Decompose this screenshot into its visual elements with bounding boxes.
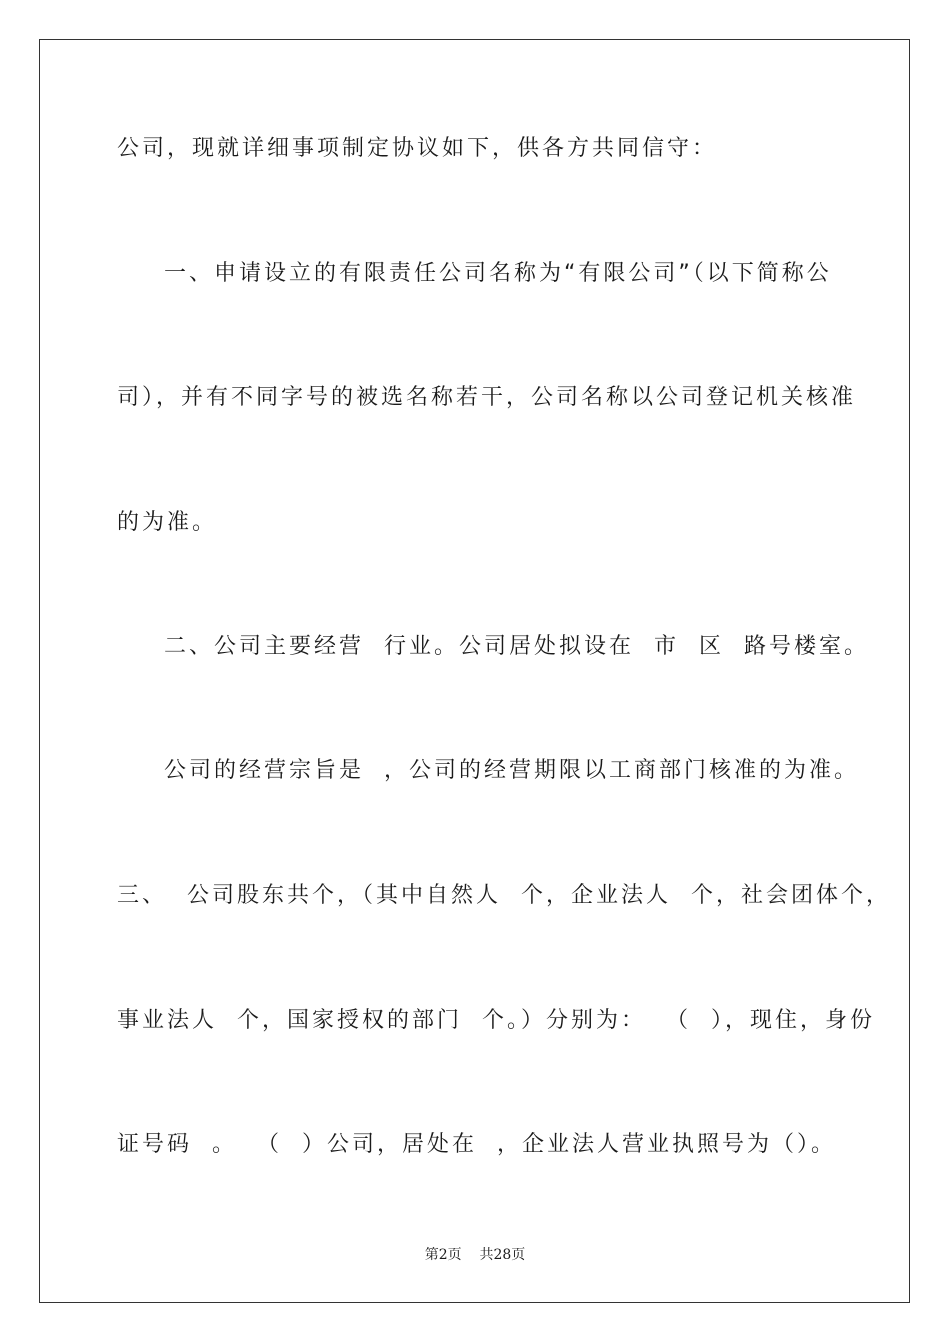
paragraph-line-3: 司），并有不同字号的被选名称若干，公司名称以公司登记机关核准 [117,385,857,410]
paragraph-line-6: 公司的经营宗旨是 ，公司的经营期限以工商部门核准的为准。 [164,758,859,783]
page-border [39,39,910,1303]
paragraph-line-5: 二、公司主要经营 行业。公司居处拟设在 市 区 路号楼室。 [164,634,869,659]
paragraph-line-8: 事业法人 个，国家授权的部门 个。）分别为： （ ），现住，身份 [117,1008,875,1033]
page-number-footer: 第2页 共28页 [424,1247,526,1263]
paragraph-line-1: 公司，现就详细事项制定协议如下，供各方共同信守： [117,136,718,161]
paragraph-line-2: 一、申请设立的有限责任公司名称为“有限公司”（以下简称公 [164,261,832,286]
paragraph-line-7: 三、 公司股东共个，（其中自然人 个，企业法人 个，社会团体个， [117,883,891,908]
paragraph-line-4: 的为准。 [117,510,218,535]
paragraph-line-9: 证号码 。 （ ）公司，居处在 ，企业法人营业执照号为（）。 [117,1132,836,1157]
